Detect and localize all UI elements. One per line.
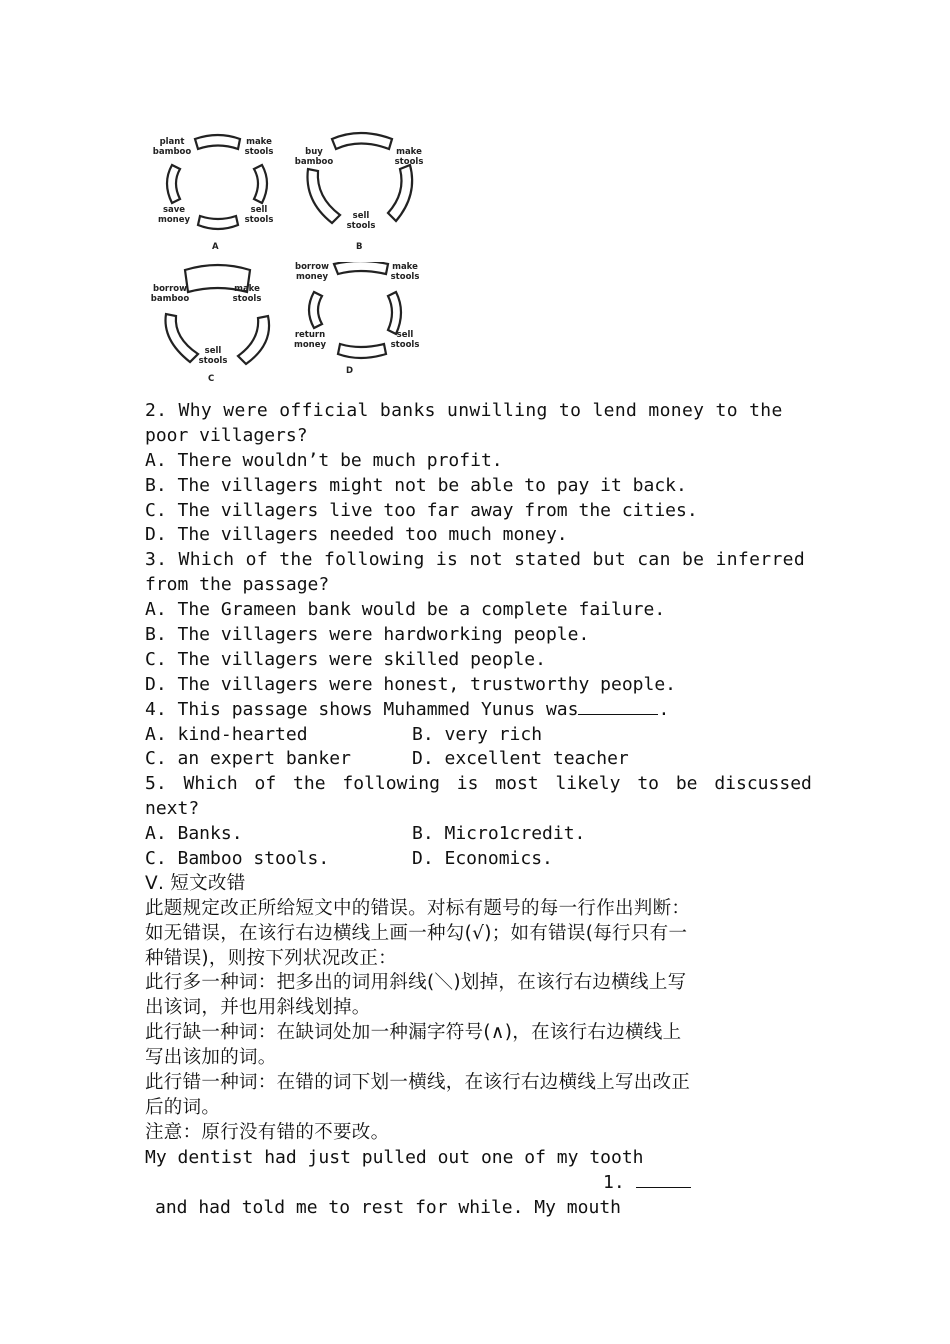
- q2-stem-line1: 2. Why were official banks unwilling to lend money to the: [145, 400, 783, 421]
- q2-option-b: B. The villagers might not be able to pay it back.: [145, 474, 687, 496]
- q5-options-row1: [145, 822, 815, 847]
- section5-rule2-line2: 写出该加的词。: [145, 1047, 277, 1069]
- q3-stem-line1: 3. Which of the following is not stated but can be inferred: [145, 549, 806, 571]
- answer-blank-1: [636, 1171, 691, 1188]
- section5-heading: Ⅴ. 短文改错: [145, 872, 246, 894]
- q4-option-d: D. excellent teacher: [412, 748, 629, 770]
- label-make-stools: make stools: [232, 284, 262, 304]
- q4-options-row1: [145, 723, 815, 748]
- q4-answer-blank: [578, 698, 658, 715]
- q5-stem-line2: next?: [145, 798, 200, 820]
- q5-option-d: D. Economics.: [412, 848, 553, 870]
- label-plant-bamboo: plant bamboo: [152, 137, 192, 157]
- label-return-money: return money: [293, 330, 327, 350]
- figure-letter-d: D: [346, 366, 354, 376]
- q3-option-d: D. The villagers were honest, trustworthy people.: [145, 673, 677, 695]
- label-sell-stools: sell stools: [198, 346, 228, 366]
- cycle-diagrams: [140, 120, 430, 390]
- q5-option-c: C. Bamboo stools.: [145, 848, 330, 870]
- q4-option-a: A. kind-hearted: [145, 723, 308, 745]
- section5-instruction-1: 此题规定改正所给短文中的错误。对标有题号的每一行作出判断：: [145, 897, 691, 919]
- section5-instruction-2: 如无错误，在该行右边横线上画一种勾(√)；如有错误(每行只有一: [145, 922, 688, 944]
- q3-option-b: B. The villagers were hardworking people.: [145, 624, 590, 646]
- diagram-d: [292, 262, 427, 392]
- q3-stem-line2: from the passage?: [145, 574, 330, 596]
- figure-letter-a: A: [212, 242, 219, 252]
- q4-stem: [145, 698, 815, 723]
- passage-line-2: and had told me to rest for while. My mouth: [155, 1196, 621, 1218]
- label-sell-stools: sell stools: [244, 205, 274, 225]
- section5-rule3-line1: 此行错一种词：在错的词下划一横线，在该行右边横线上写出改正: [145, 1072, 691, 1094]
- q2-option-c: C. The villagers live too far away from the cities.: [145, 499, 698, 521]
- document-body: [145, 399, 815, 1220]
- diagram-a: [150, 125, 285, 255]
- label-buy-bamboo: buy bamboo: [294, 147, 334, 167]
- q5-option-b: B. Micro1credit.: [412, 823, 586, 845]
- q4-stem-end: .: [658, 698, 670, 720]
- q4-stem-text: 4. This passage shows Muhammed Yunus was: [145, 698, 579, 720]
- q2-option-a: A. There wouldn’t be much profit.: [145, 449, 503, 471]
- answer-number-1: 1.: [603, 1171, 625, 1193]
- figure-letter-c: C: [208, 374, 215, 384]
- section5-rule2-line1: 此行缺一种词：在缺词处加一种漏字符号(∧)，在该行右边横线上: [145, 1022, 682, 1044]
- q4-option-b: B. very rich: [412, 723, 543, 745]
- q3-option-a: A. The Grameen bank would be a complete failure.: [145, 599, 666, 621]
- label-sell-stools: sell stools: [390, 330, 420, 350]
- answer-line-1: [145, 1171, 815, 1196]
- q4-options-row2: [145, 747, 815, 772]
- label-borrow-money: borrow money: [295, 262, 329, 282]
- cycle-arrows-c: [150, 262, 285, 392]
- label-sell-stools: sell stools: [346, 211, 376, 231]
- section5-instruction-3: 种错误)，则按下列状况改正：: [145, 947, 397, 969]
- figure-letter-b: B: [356, 242, 363, 252]
- q4-option-c: C. an expert banker: [145, 748, 351, 770]
- q3-option-c: C. The villagers were skilled people.: [145, 648, 546, 670]
- q2-option-d: D. The villagers needed too much money.: [145, 524, 568, 546]
- label-make-stools: make stools: [244, 137, 274, 157]
- label-make-stools: make stools: [390, 262, 420, 282]
- section5-rule3-line2: 后的词。: [145, 1096, 221, 1118]
- q5-options-row2: [145, 847, 815, 872]
- q5-option-a: A. Banks.: [145, 823, 243, 845]
- q5-stem-line1: 5. Which of the following is most likely to be discussed: [145, 773, 812, 795]
- cycle-arrows-b: [292, 125, 427, 255]
- section5-note: 注意：原行没有错的不要改。: [145, 1121, 390, 1143]
- diagram-b: [292, 125, 427, 255]
- label-borrow-bamboo: borrow bamboo: [150, 284, 190, 304]
- passage-line-1: My dentist had just pulled out one of my tooth: [145, 1146, 644, 1168]
- label-make-stools: make stools: [394, 147, 424, 167]
- diagram-c: [150, 262, 285, 392]
- section5-rule1-line2: 出该词，并也用斜线划掉。: [145, 997, 371, 1019]
- section5-rule1-line1: 此行多一种词：把多出的词用斜线(＼)划掉，在该行右边横线上写: [145, 972, 687, 994]
- q2-stem-line2: poor villagers?: [145, 424, 308, 446]
- label-save-money: save money: [157, 205, 191, 225]
